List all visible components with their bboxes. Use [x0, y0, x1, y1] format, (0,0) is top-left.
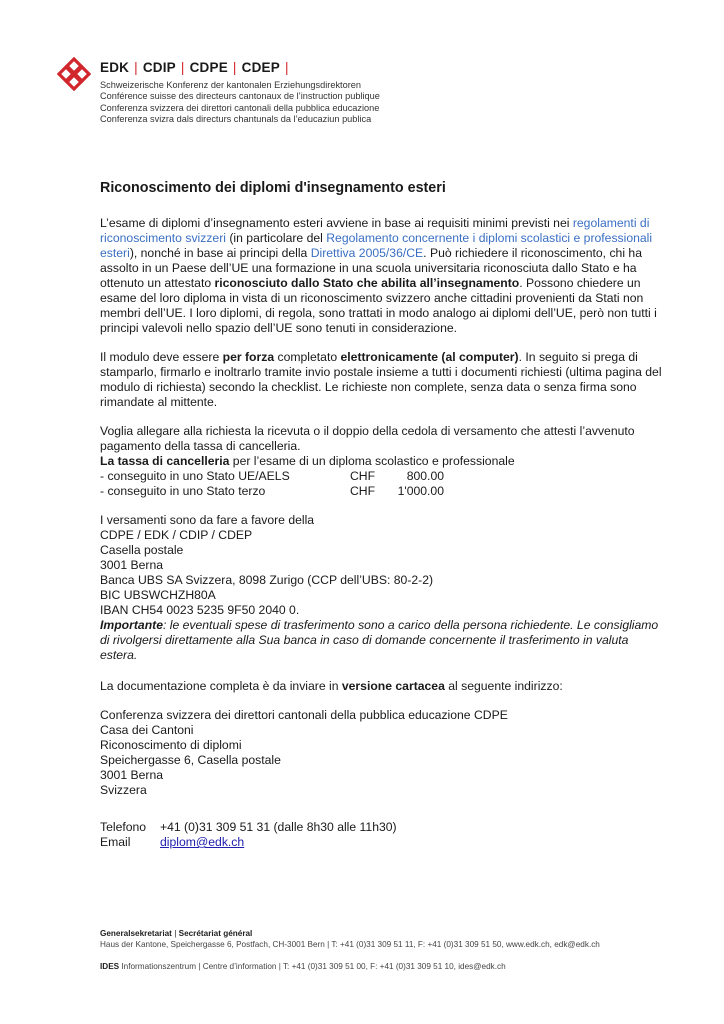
conference-name-it: Conferenza svizzera dei direttori cantonali della pubblica educazione	[100, 102, 380, 113]
email-link[interactable]: diplom@edk.ch	[160, 835, 245, 849]
fee-row: - conseguito in uno Stato terzo CHF 1'000.00	[100, 484, 444, 498]
org-cdep: CDEP	[241, 60, 280, 75]
conference-name-rm: Conferenza svizra dals directurs chantunals da l’educaziun publica	[100, 114, 372, 125]
email-label: Email	[100, 835, 131, 849]
intro-paragraph: L’esame di diplomi d’insegnamento esteri avviene in base ai requisiti minimi previsti nei regolamenti di riconoscimento svizzeri (in particolare del Regolamento concernente i diplomi scolastici e professionali esteri), nonché in base ai principi della Direttiva 2005/36/CE. Può richiedere il riconoscimento, chi ha assolto in un Paese dell’UE una formazione in una scuola universitaria riconosciuta dallo Stato e ha ottenuto un attestato riconosciuto dallo Stato che abilita all’insegnamento. Possono chiedere un esame del loro diploma in vista di un riconoscimento svizzero anche cittadini provenienti da Stati non membri dell’UE. I loro diplomi, di regola, sono trattati in modo analogo ai diplomi dell’UE, però non tutti i principi valevoli nello spazio dell’UE sono tenuti in considerazione.	[100, 216, 657, 335]
address-intro: La documentazione completa è da inviare in versione cartacea al seguente indirizzo:	[100, 679, 563, 693]
org-cdip: CDIP	[142, 60, 176, 75]
payment-details: I versamenti sono da fare a favore della CDPE / EDK / CDIP / CDEP Casella postale 3001 Berna Banca UBS SA Svizzera, 8098 Zurigo (CCP dell’UBS: 80-2-2) BIC UBSWCHZH80A IBAN CH54 0023 5235 9F50 2040 0. Importante: le eventuali spese di trasferimento sono a carico della persona richiedente. Le consigliamo di rivolgersi direttamente alla Sua banca in caso di domande concernente il trasferimento in valuta estera.	[100, 513, 665, 663]
phone-value: +41 (0)31 309 51 31 (dalle 8h30 alle 11h30)	[160, 820, 397, 834]
organization-acronyms: EDK | CDIP | CDPE | CDEP |	[100, 60, 289, 75]
fee-row: - conseguito in uno Stato UE/AELS CHF 800.00	[100, 469, 444, 483]
fee-heading: La tassa di cancelleria per l’esame di un diploma scolastico e professionale	[100, 454, 515, 468]
page-title: Riconoscimento dei diplomi d'insegnamento esteri	[100, 180, 446, 196]
document-body	[100, 216, 665, 850]
link-regolamento-diplomi[interactable]: Regolamento concernente i diplomi scolastici e professionali esteri	[100, 231, 653, 260]
link-direttiva[interactable]: Direttiva 2005/36/CE	[310, 246, 424, 260]
footer-secretariat-heading: Generalsekretariat | Secrétariat général	[100, 929, 253, 938]
footer-secretariat-address: Haus der Kantone, Speichergasse 6, Postfach, CH-3001 Bern | T: +41 (0)31 309 51 11, F: +41 (0)31 309 51 50, www.edk.ch, edk@edk.ch	[100, 940, 600, 949]
payment-note: Importante: le eventuali spese di trasferimento sono a carico della persona richiedente. Le consigliamo di rivolgersi direttamente alla Sua banca in caso di domande concernente il trasferimento in valuta estera.	[100, 618, 659, 662]
footer-ides: IDES Informationszentrum | Centre d’information | T: +41 (0)31 309 51 00, F: +41 (0)31 309 51 10, ides@edk.ch	[100, 962, 506, 971]
conference-names	[100, 80, 380, 126]
email-contact	[100, 835, 665, 850]
form-instructions-paragraph: Il modulo deve essere per forza completato elettronicamente (al computer). In seguito si prega di stamparlo, firmarlo e inoltrarlo tramite invio postale insieme a tutti i documenti richiesti (ultima pagina del modulo di richiesta) secondo la checklist. Le richieste non complete, senza data o senza firma sono rimandate al mittente.	[100, 350, 662, 409]
link-regolamenti[interactable]: regolamenti di riconoscimento svizzeri	[100, 216, 650, 245]
conference-name-de: Schweizerische Konferenz der kantonalen Erziehungsdirektoren	[100, 80, 361, 90]
conference-name-fr: Conférence suisse des directeurs cantonaux de l’instruction publique	[100, 91, 380, 102]
footer	[100, 928, 600, 972]
org-cdpe: CDPE	[189, 60, 228, 75]
postal-address: Conferenza svizzera dei direttori cantonali della pubblica educazione CDPE Casa dei Cantoni Riconoscimento di diplomi Speichergasse 6, Casella postale 3001 Berna Svizzera	[100, 708, 508, 797]
phone-contact	[100, 820, 665, 835]
org-edk: EDK	[100, 60, 130, 75]
fee-paragraph: Voglia allegare alla richiesta la ricevuta o il doppio della cedola di versamento che attesti l’avvenuto pagamento della tassa di cancelleria.	[100, 424, 635, 453]
phone-label: Telefono	[100, 820, 147, 834]
edk-logo-icon	[57, 57, 91, 91]
